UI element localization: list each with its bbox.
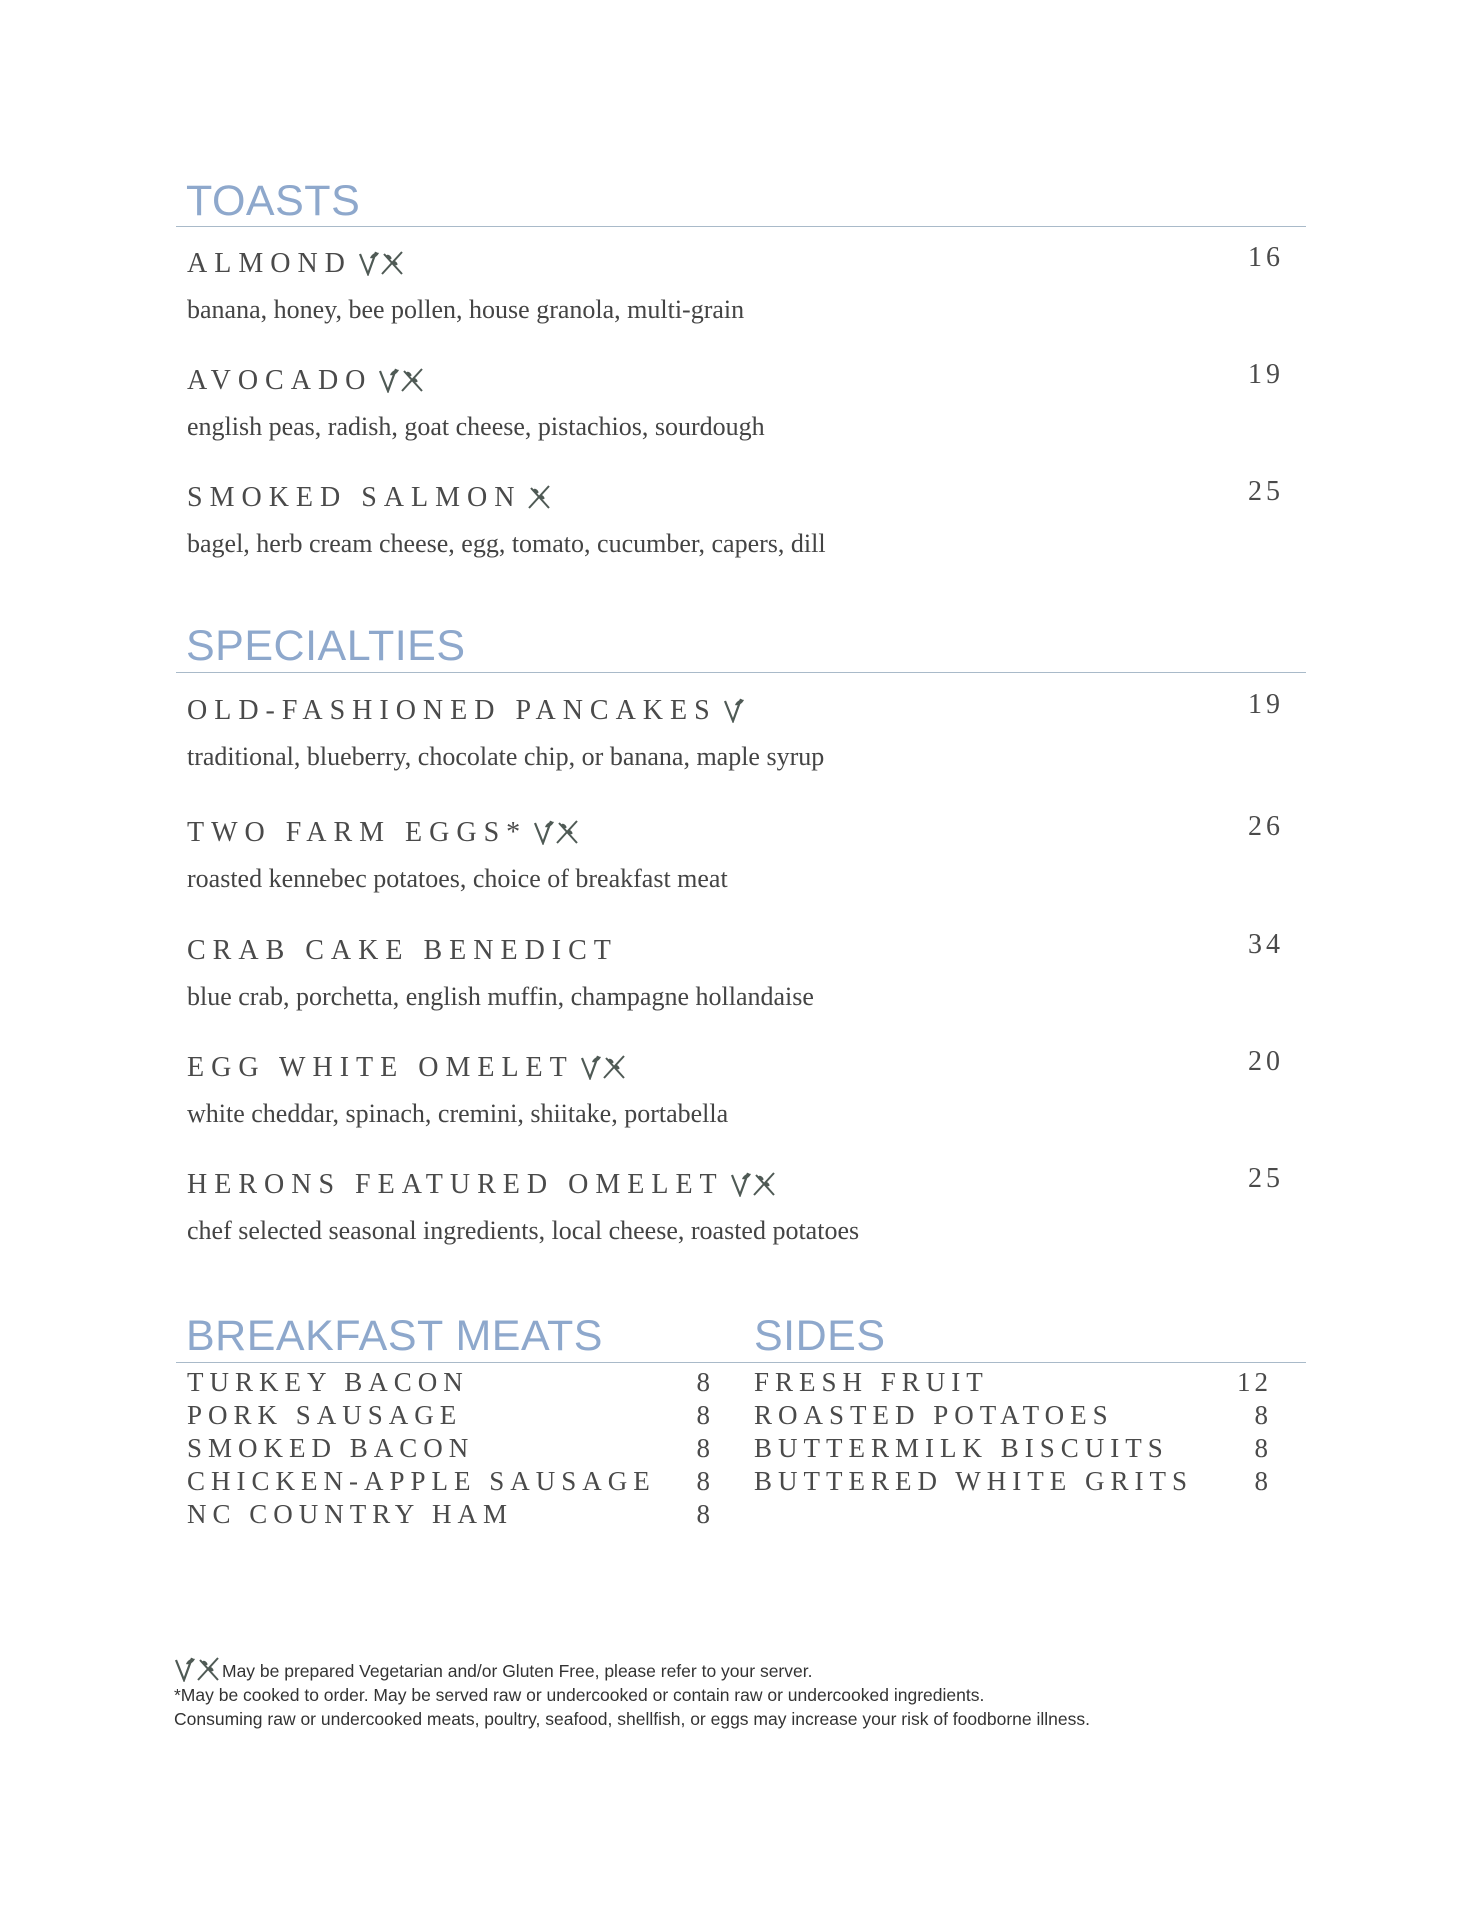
section-title-specialties: SPECIALTIES (186, 622, 466, 670)
menu-item-price: 20 (1248, 1046, 1284, 1077)
section-title-sides: SIDES (754, 1312, 886, 1360)
menu-item-description: chef selected seasonal ingredients, local cheese, roasted potatoes (187, 1216, 860, 1245)
list-item-name: NC COUNTRY HAM (187, 1499, 514, 1529)
menu-item-name (187, 697, 745, 725)
menu-item-price: 25 (1248, 476, 1284, 507)
gluten-free-icon (196, 1656, 220, 1682)
menu-item-description: blue crab, porchetta, english muffin, champagne hollandaise (187, 982, 814, 1011)
dietary-icons (358, 250, 404, 276)
menu-item-description: bagel, herb cream cheese, egg, tomato, cucumber, capers, dill (187, 529, 826, 558)
footer-legend (174, 1656, 812, 1682)
menu-item-name (187, 1171, 776, 1199)
menu-item-price: 16 (1248, 242, 1284, 273)
list-item-price: 8 (696, 1499, 714, 1529)
menu-item-name (187, 484, 551, 512)
menu-item-description: white cheddar, spinach, cremini, shiitake, portabella (187, 1099, 729, 1128)
vegetarian-icon (723, 697, 745, 723)
section-title-toasts: TOASTS (186, 177, 361, 225)
vegetarian-icon (730, 1171, 752, 1197)
footer-raw-notice: *May be cooked to order. May be served raw or undercooked or contain raw or undercooked ingredients. (174, 1685, 985, 1705)
gluten-free-icon (400, 367, 424, 393)
menu-item-name-text: HERONS FEATURED OMELET (187, 1169, 724, 1200)
menu-item-name-text: OLD-FASHIONED PANCAKES (187, 695, 717, 726)
menu-item-name-text: ALMOND (187, 248, 352, 279)
menu-item-name (187, 1054, 626, 1082)
dietary-icons (533, 819, 579, 845)
list-item-name: CHICKEN-APPLE SAUSAGE (187, 1466, 656, 1496)
menu-item-price: 19 (1248, 689, 1284, 720)
list-item-name: FRESH FRUIT (754, 1367, 989, 1397)
vegetarian-icon (580, 1054, 602, 1080)
dietary-icons (723, 697, 745, 723)
list-item-name: TURKEY BACON (187, 1367, 469, 1397)
vegetarian-icon (378, 367, 400, 393)
dietary-icons (730, 1171, 776, 1197)
list-item-name: BUTTERMILK BISCUITS (754, 1433, 1169, 1463)
list-item-name: ROASTED POTATOES (754, 1400, 1114, 1430)
vegetarian-icon (533, 819, 555, 845)
dietary-icons (378, 367, 424, 393)
gluten-free-icon (555, 819, 579, 845)
list-item-price: 8 (1254, 1400, 1272, 1430)
gluten-free-icon (752, 1171, 776, 1197)
footer-legend-text: May be prepared Vegetarian and/or Gluten Free, please refer to your server. (222, 1660, 813, 1681)
list-item-name: SMOKED BACON (187, 1433, 475, 1463)
list-item-price: 8 (1254, 1466, 1272, 1496)
menu-item-description: banana, honey, bee pollen, house granola, multi-grain (187, 295, 745, 324)
list-item-name: PORK SAUSAGE (187, 1400, 463, 1430)
dietary-icons (527, 484, 551, 510)
list-item-price: 12 (1237, 1367, 1272, 1397)
menu-item-name-text: AVOCADO (187, 365, 373, 396)
menu-item-name-text: EGG WHITE OMELET (187, 1052, 574, 1083)
section-divider (176, 1362, 1306, 1363)
menu-item-name-text: CRAB CAKE BENEDICT (187, 935, 618, 966)
section-divider (176, 672, 1306, 673)
list-item-price: 8 (696, 1400, 714, 1430)
list-item-price: 8 (1254, 1433, 1272, 1463)
gluten-free-icon (380, 250, 404, 276)
vegetarian-icon (358, 250, 380, 276)
menu-item-description: roasted kennebec potatoes, choice of breakfast meat (187, 864, 728, 893)
menu-item-name-text: SMOKED SALMON (187, 482, 522, 513)
menu-item-price: 34 (1248, 929, 1284, 960)
menu-item-description: traditional, blueberry, chocolate chip, or banana, maple syrup (187, 742, 825, 771)
list-item-price: 8 (696, 1367, 714, 1397)
menu-item-price: 25 (1248, 1163, 1284, 1194)
menu-item-name (187, 937, 618, 965)
menu-item-name-text: TWO FARM EGGS* (187, 817, 528, 848)
menu-item-name (187, 819, 579, 847)
vegetarian-icon (174, 1656, 196, 1682)
list-item-price: 8 (696, 1433, 714, 1463)
footer-health-warning: Consuming raw or undercooked meats, poultry, seafood, shellfish, or eggs may increase your risk of foodborne illness. (174, 1709, 1090, 1729)
list-item-price: 8 (696, 1466, 714, 1496)
menu-item-price: 19 (1248, 359, 1284, 390)
menu-item-name (187, 367, 424, 395)
menu-item-price: 26 (1248, 811, 1284, 842)
section-title-breakfast-meats: BREAKFAST MEATS (186, 1312, 603, 1360)
menu-item-description: english peas, radish, goat cheese, pistachios, sourdough (187, 412, 765, 441)
menu-item-name (187, 250, 404, 278)
list-item-name: BUTTERED WHITE GRITS (754, 1466, 1193, 1496)
gluten-free-icon (527, 484, 551, 510)
gluten-free-icon (602, 1054, 626, 1080)
dietary-icons (580, 1054, 626, 1080)
section-divider (176, 226, 1306, 227)
